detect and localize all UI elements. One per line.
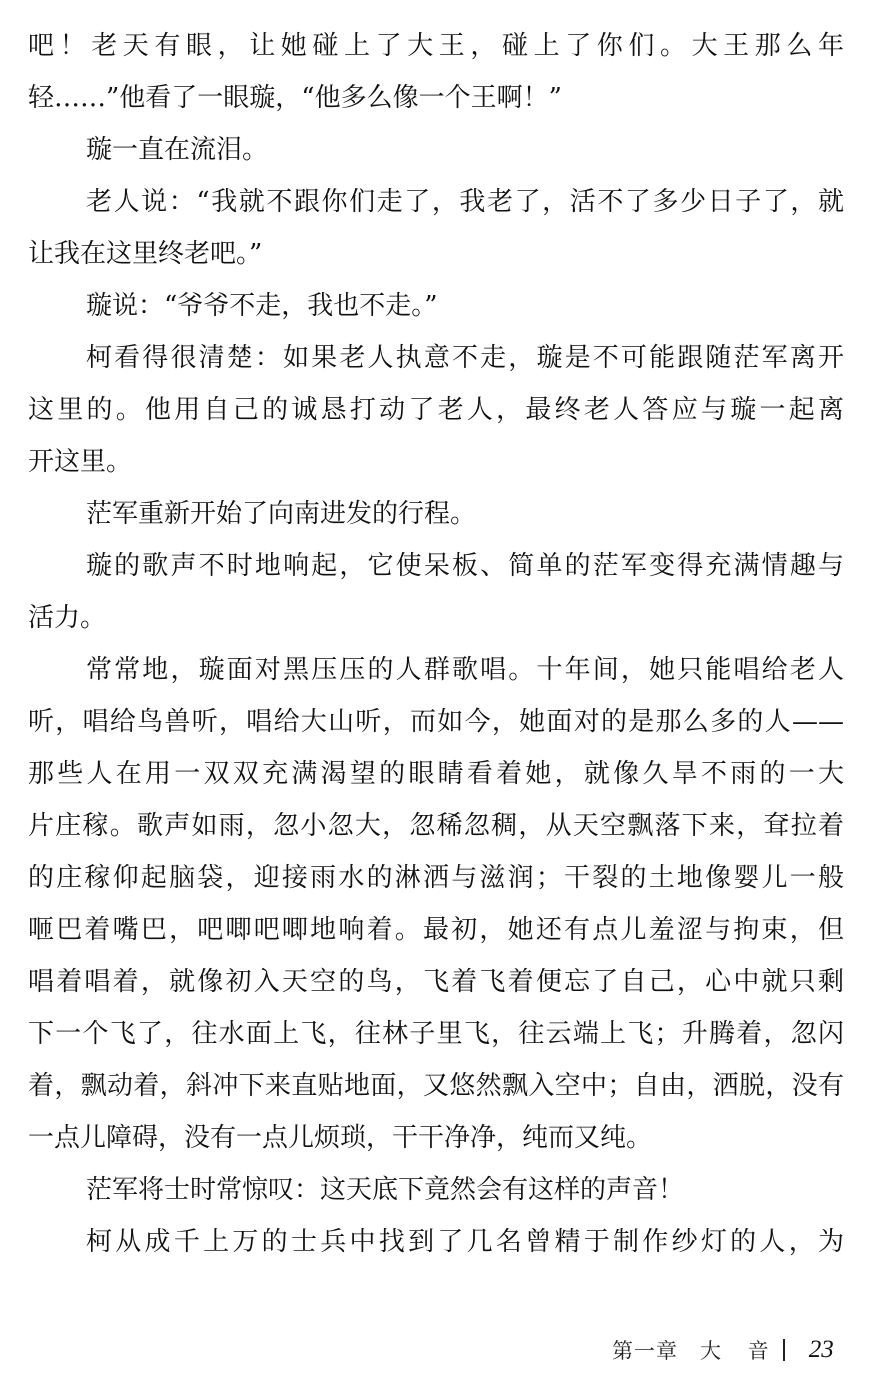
- text-line-15: 那些人在用一双双充满渴望的眼睛看着她，就像久旱不雨的一大: [28, 759, 844, 789]
- text-line-4: 老人说：“我就不跟你们走了，我老了，活不了多少日子了，就: [86, 187, 844, 217]
- text-line-9: 开这里。: [28, 447, 133, 477]
- footer-chapter-label: 第一章: [612, 1339, 678, 1363]
- text-line-19: 唱着唱着，就像初入天空的鸟，飞着飞着便忘了自己，心中就只剩: [28, 967, 844, 997]
- page-number: 23: [808, 1336, 834, 1363]
- text-line-13: 常常地，璇面对黑压压的人群歌唱。十年间，她只能唱给老人: [86, 655, 844, 685]
- text-line-3: 璇一直在流泪。: [86, 135, 269, 165]
- text-line-16: 片庄稼。歌声如雨，忽小忽大，忽稀忽稠，从天空飘落下来，耷拉着: [28, 811, 844, 841]
- text-line-21: 着，飘动着，斜冲下来直贴地面，又悠然飘入空中；自由，洒脱，没有: [28, 1071, 844, 1101]
- text-line-8: 这里的。他用自己的诚恳打动了老人，最终老人答应与璇一起离: [28, 395, 844, 425]
- text-line-2: 轻……”他看了一眼璇，“他多么像一个王啊！”: [28, 83, 562, 113]
- text-line-22: 一点儿障碍，没有一点儿烦琐，干干净净，纯而又纯。: [28, 1123, 653, 1153]
- text-line-7: 柯看得很清楚：如果老人执意不走，璇是不可能跟随茫军离开: [86, 343, 844, 373]
- text-line-1: 吧！老天有眼，让她碰上了大王，碰上了你们。大王那么年: [28, 31, 844, 61]
- text-line-20: 下一个飞了，往水面上飞，往林子里飞，往云端上飞；升腾着，忽闪: [28, 1019, 844, 1049]
- text-line-14: 听，唱给鸟兽听，唱给大山听，而如今，她面对的是那么多的人——: [28, 707, 844, 737]
- text-line-10: 茫军重新开始了向南进发的行程。: [86, 499, 477, 529]
- text-line-17: 的庄稼仰起脑袋，迎接雨水的淋洒与滋润；干裂的土地像婴儿一般: [28, 863, 844, 893]
- footer-chapter-title: 大 音: [700, 1339, 779, 1363]
- text-line-6: 璇说：“爷爷不走，我也不走。”: [86, 291, 438, 321]
- text-line-5: 让我在这里终老吧。”: [28, 239, 263, 269]
- text-line-24: 柯从成千上万的士兵中找到了几名曾精于制作纱灯的人，为: [86, 1227, 844, 1257]
- text-line-18: 咂巴着嘴巴，吧唧吧唧地响着。最初，她还有点儿羞涩与拘束，但: [28, 915, 844, 945]
- page-footer: [612, 1332, 834, 1368]
- page-body: [28, 20, 844, 1268]
- text-line-12: 活力。: [28, 603, 107, 633]
- text-line-23: 茫军将士时常惊叹：这天底下竟然会有这样的声音！: [86, 1175, 685, 1205]
- footer-divider: [783, 1339, 785, 1361]
- text-line-11: 璇的歌声不时地响起，它使呆板、简单的茫军变得充满情趣与: [86, 551, 844, 581]
